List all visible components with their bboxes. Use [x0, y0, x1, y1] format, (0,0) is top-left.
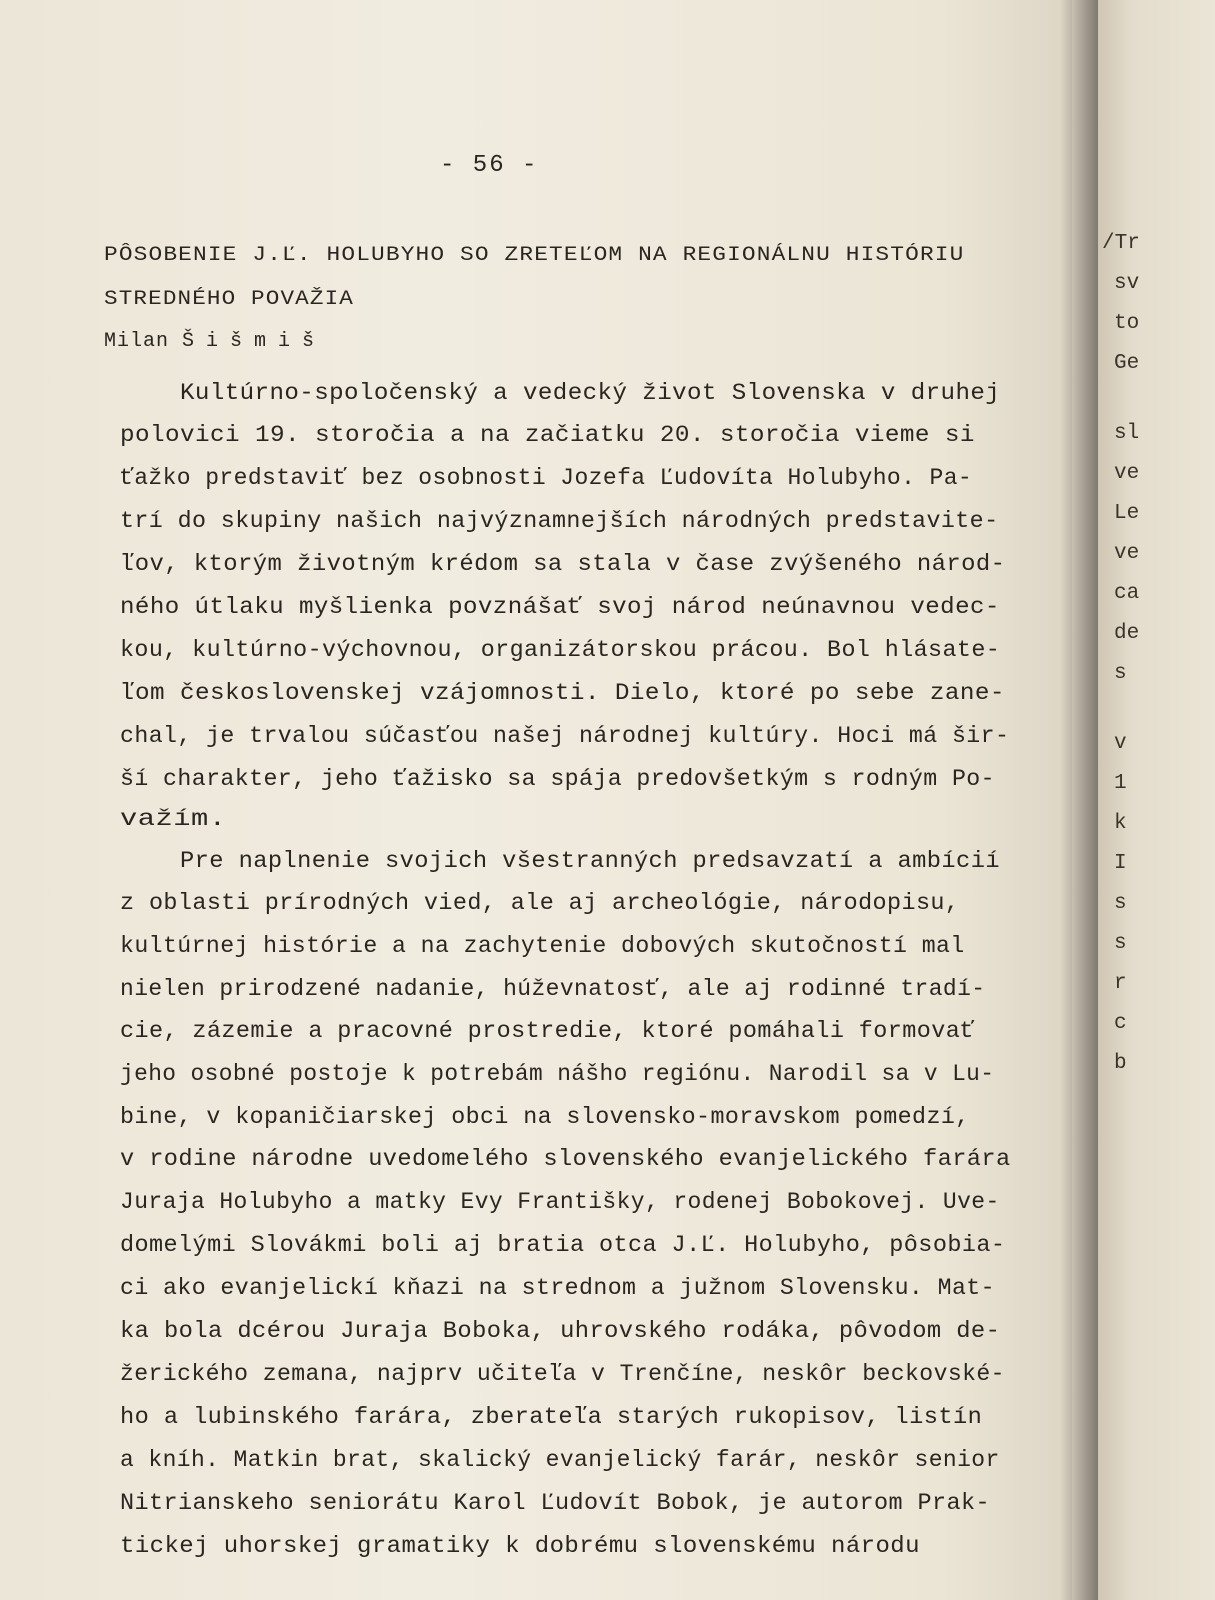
right-page-fragment: s — [1114, 892, 1127, 915]
author-surname: Šišmiš — [182, 330, 327, 353]
right-page-fragment: Ge — [1114, 352, 1140, 375]
right-page-edge — [1098, 0, 1215, 1600]
body-text-line: z oblasti prírodných vied, ale aj archeológie, národopisu, — [120, 890, 960, 916]
body-text-line: ší charakter, jeho ťažisko sa spája predovšetkým s rodným Po- — [120, 766, 996, 792]
body-text-line: ťažko predstaviť bez osobnosti Jozefa Ľudovíta Holubyho. Pa- — [120, 465, 973, 491]
right-page-fragment: b — [1114, 1052, 1127, 1075]
book-gutter-shadow — [1060, 0, 1100, 1600]
right-page-fragment: ca — [1114, 582, 1140, 605]
body-text-line: a kníh. Matkin brat, skalický evanjelický farár, neskôr senior — [120, 1447, 1000, 1473]
body-text-line: polovici 19. storočia a na začiatku 20. storočia vieme si — [120, 422, 975, 448]
author-first-name: Milan — [104, 330, 170, 353]
right-page-fragment: Le — [1114, 502, 1140, 525]
body-text-line: ľom československej vzájomnosti. Dielo, ktoré po sebe zane- — [120, 680, 1005, 706]
right-page-fragment: /Tr — [1102, 232, 1140, 255]
body-text-line: važím. — [120, 806, 227, 832]
body-text-line: cie, zázemie a pracovné prostredie, ktoré pomáhali formovať — [120, 1018, 975, 1044]
right-page-fragment: r — [1114, 972, 1127, 995]
article-title-line-1: PÔSOBENIE J.Ľ. HOLUBYHO SO ZRETEĽOM NA REGIONÁLNU HISTÓRIU — [104, 244, 965, 267]
body-text-line: ci ako evanjelickí kňazi na strednom a južnom Slovensku. Mat- — [120, 1275, 996, 1301]
body-text-line: kultúrnej histórie a na zachytenie dobových skutočností mal — [120, 933, 965, 959]
body-text-line: ka bola dcérou Juraja Boboka, uhrovského rodáka, pôvodom de- — [120, 1318, 1001, 1344]
right-page-fragment: ve — [1114, 462, 1140, 485]
body-text-line: Pre naplnenie svojich všestranných predsavzatí a ambícií — [180, 848, 1000, 874]
body-text-line: trí do skupiny našich najvýznamnejších národných predstavite- — [120, 508, 999, 534]
body-text-line: domelými Slovákmi boli aj bratia otca J.Ľ. Holubyho, pôsobia- — [120, 1232, 1006, 1258]
body-text-line: žerického zemana, najprv učiteľa v Trenčíne, neskôr beckovské- — [120, 1361, 1005, 1387]
body-text-line: nielen prirodzené nadanie, húževnatosť, ale aj rodinné tradí- — [120, 976, 986, 1002]
body-text-line: Juraja Holubyho a matky Evy Františky, rodenej Bobokovej. Uve- — [120, 1189, 1000, 1215]
body-text-line: tickej uhorskej gramatiky k dobrému slovenskému národu — [120, 1533, 920, 1559]
body-text-line: Kultúrno-spoločenský a vedecký život Slovenska v druhej — [180, 380, 1001, 406]
body-text-line: ľov, ktorým životným krédom sa stala v čase zvýšeného národ- — [120, 551, 1006, 577]
body-text-line: chal, je trvalou súčasťou našej národnej kultúry. Hoci má šir- — [120, 723, 1010, 749]
right-page-fragment: v — [1114, 732, 1127, 755]
right-page-fragment: de — [1114, 622, 1140, 645]
right-page-fragment: ve — [1114, 542, 1140, 565]
body-text-line: Nitrianskeho seniorátu Karol Ľudovít Bobok, je autorom Prak- — [120, 1490, 991, 1516]
author-name — [104, 330, 326, 353]
body-text-line: v rodine národne uvedomelého slovenského evanjelického farára — [120, 1146, 1011, 1172]
article-title-line-2: STREDNÉHO POVAŽIA — [104, 288, 355, 311]
right-page-fragment: sl — [1114, 422, 1140, 445]
body-text-line: jeho osobné postoje k potrebám nášho regiónu. Narodil sa v Lu- — [120, 1061, 995, 1087]
body-text-line: ho a lubinského farára, zberateľa starých rukopisov, listín — [120, 1404, 983, 1430]
right-page-fragment: sv — [1114, 272, 1140, 295]
right-page-fragment: s — [1114, 932, 1127, 955]
body-text-line: bine, v kopaničiarskej obci na slovensko-moravskom pomedzí, — [120, 1104, 970, 1130]
page-number: - 56 - — [440, 152, 539, 179]
right-page-fragment: to — [1114, 312, 1140, 335]
body-text-line: ného útlaku myšlienka povznášať svoj národ neúnavnou vedec- — [120, 594, 1000, 620]
right-page-fragment: c — [1114, 1012, 1127, 1035]
right-page-fragment: I — [1114, 852, 1127, 875]
body-text-line: kou, kultúrno-výchovnou, organizátorskou prácou. Bol hlásate- — [120, 637, 1001, 663]
right-page-fragment: s — [1114, 662, 1127, 685]
right-page-fragment: 1 — [1114, 772, 1127, 795]
right-page-fragment: k — [1114, 812, 1127, 835]
